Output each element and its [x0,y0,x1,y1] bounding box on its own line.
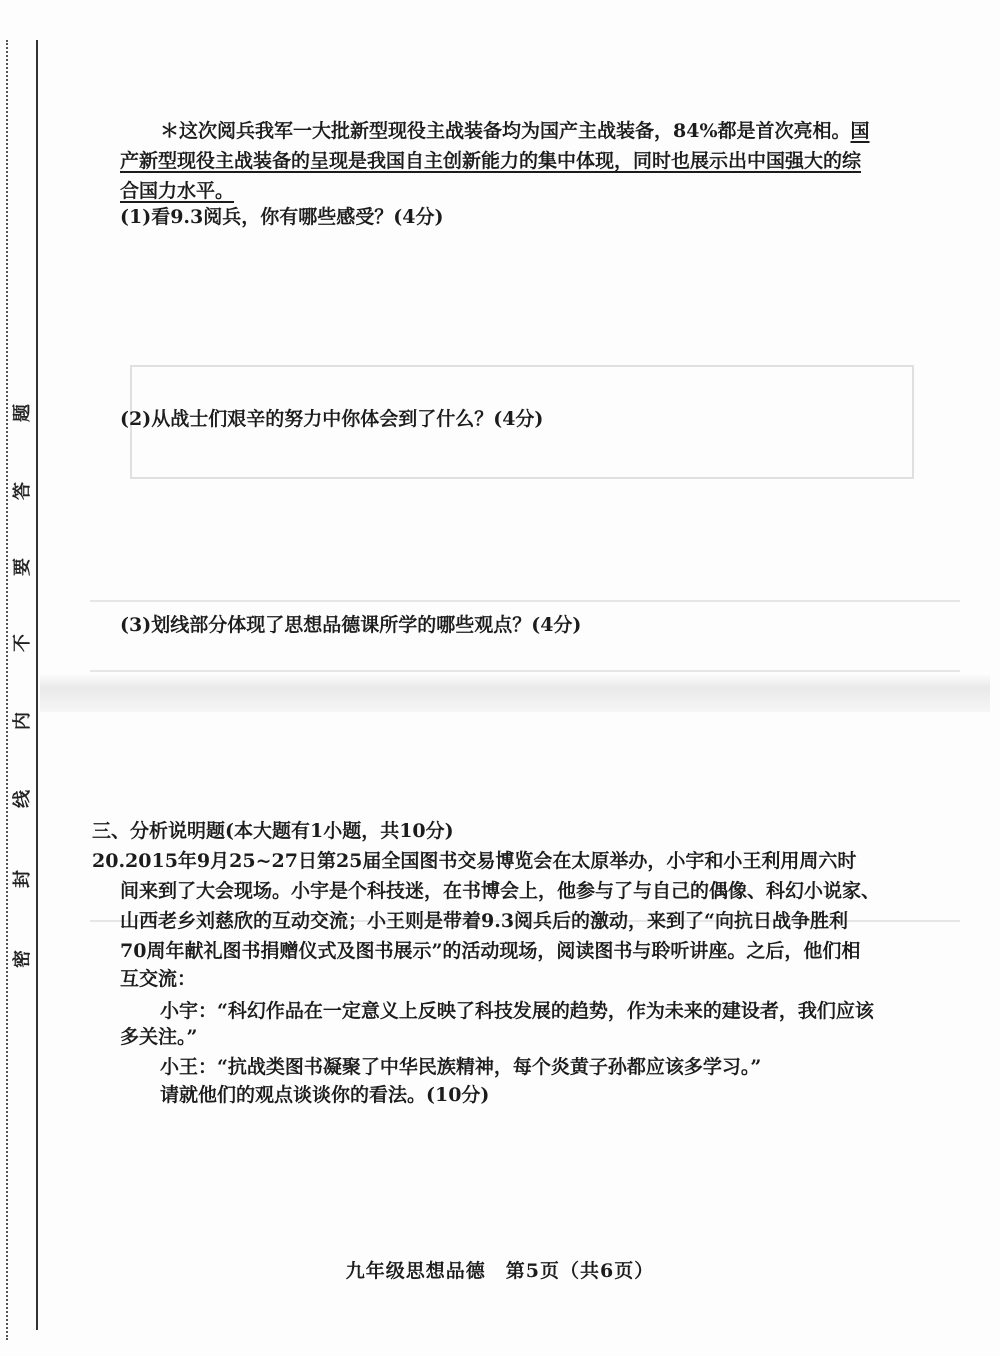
question-2: (2)从战士们艰辛的努力中你体会到了什么？(4分) [120,408,544,430]
question-20-line-7: 多关注。” [120,1026,198,1048]
question-3: (3)划线部分体现了思想品德课所学的哪些观点？(4分) [120,614,582,636]
binding-char: 答 [12,482,33,500]
binding-char: 内 [12,712,33,730]
section-3-heading: 三、分析说明题(本大题有1小题，共10分) [92,820,454,842]
question-20-line-5: 互交流： [120,968,197,990]
binding-char: 不 [12,634,33,652]
question-20-line-4: 70周年献礼图书捐赠仪式及图书展示”的活动现场，阅读图书与聆听讲座。之后，他们相 [120,940,861,962]
binding-char: 密 [12,950,33,968]
binding-char: 题 [12,404,33,422]
question-20-line-8: 小王：“抗战类图书凝聚了中华民族精神，每个炎黄子孙都应该多学习。” [160,1056,762,1078]
underlined-text: 国 [850,120,870,142]
passage-line-3: 合国力水平。 [120,180,235,202]
question-20-line-3: 山西老乡刘慈欣的互动交流；小王则是带着9.3阅兵后的激动，来到了“向抗日战争胜利 [120,910,848,932]
page-footer: 九年级思想品德 第5页（共6页） [345,1260,655,1282]
binding-char: 线 [12,790,33,808]
question-20-prompt: 请就他们的观点谈谈你的看法。(10分) [160,1084,490,1106]
passage-line-1 [160,118,870,144]
binding-char: 封 [12,870,33,888]
question-20-line-2: 间来到了大会现场。小宇是个科技迷，在书博会上，他参与了与自己的偶像、科幻小说家、 [120,880,881,902]
question-20-line-6: 小宇：“科幻作品在一定意义上反映了科技发展的趋势，作为未来的建设者，我们应该 [160,1000,874,1022]
passage-line-2: 产新型现役主战装备的呈现是我国自主创新能力的集中体现，同时也展示出中国强大的综 [120,150,862,172]
binding-char: 要 [12,558,33,576]
question-20-line-1: 20.2015年9月25~27日第25届全国图书交易博览会在太原举办，小宇和小王利用周六时 [92,850,857,872]
question-1: (1)看9.3阅兵，你有哪些感受？(4分) [120,206,444,228]
passage-text: ＊这次阅兵我军一大批新型现役主战装备均为国产主战装备，84%都是首次亮相。 [160,120,851,142]
